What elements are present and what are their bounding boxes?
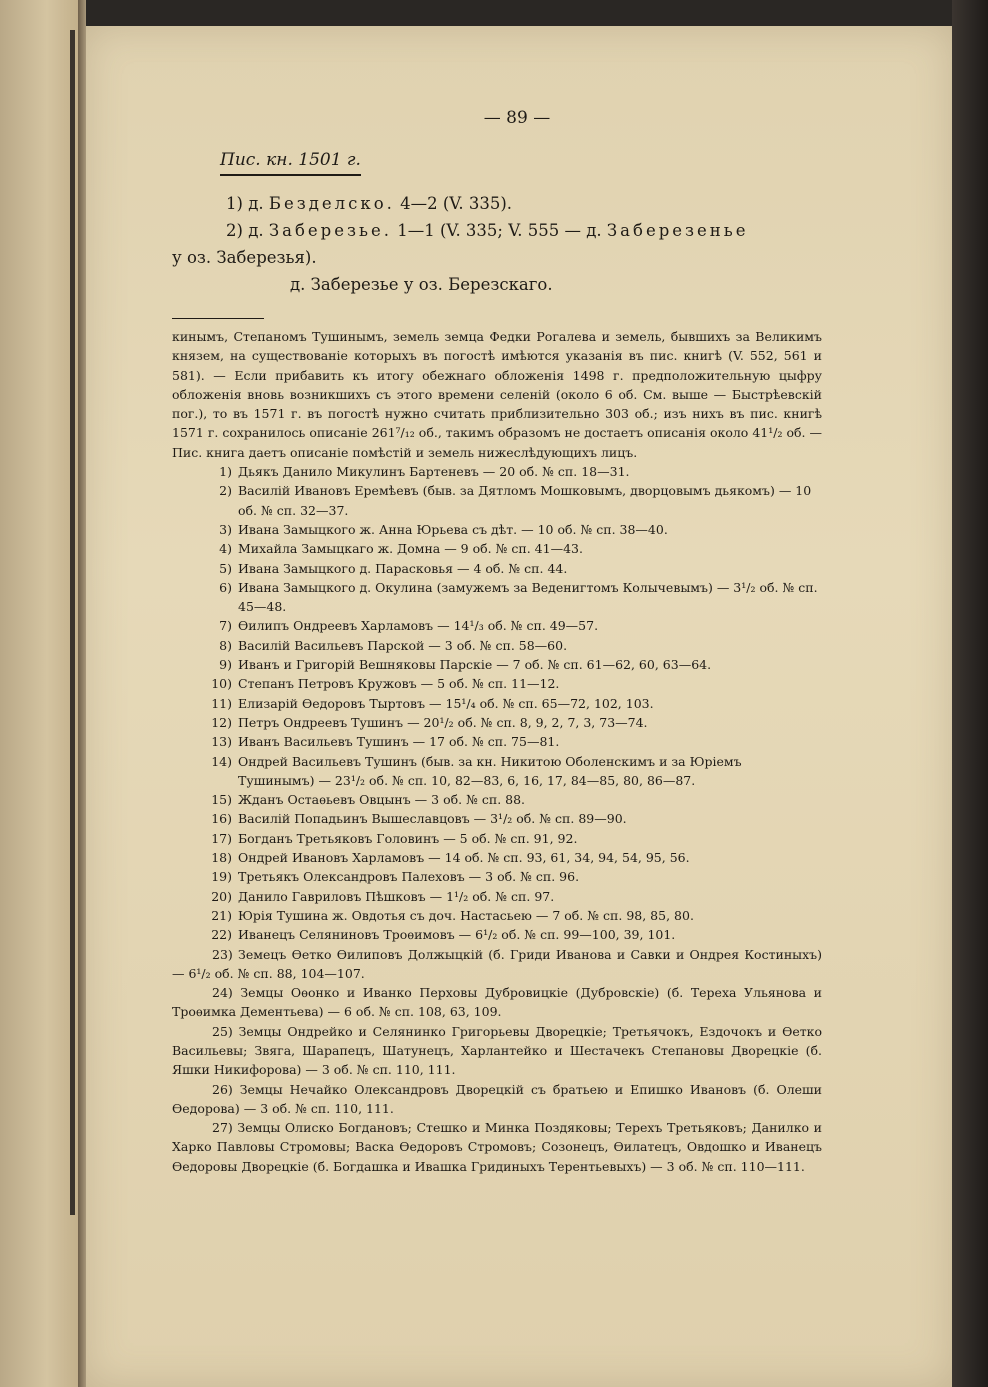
footnote-item-text: Иванъ и Григорій Вешняковы Парскіе — 7 об. № сп. 61—62, 60, 63—64. xyxy=(238,657,712,673)
footnote-item-number: 10) xyxy=(211,676,232,692)
footnote-item xyxy=(172,578,822,617)
footnote-item: 24) Земцы Оѳонко и Иванко Перховы Дубровицкіе (Дубровскіе) (б. Тереха Ульянова и Троѳимка Дементьева) — 6 об. № сп. 108, 63, 109. xyxy=(172,985,822,1020)
footnote-item-text: Третьякъ Олександровъ Палеховъ — 3 об. № сп. 96. xyxy=(238,869,580,885)
footnote-items xyxy=(172,462,822,944)
footnote-item-number: 15) xyxy=(211,792,232,808)
footnote-item: 27) Земцы Олиско Богдановъ; Стешко и Минка Поздяковы; Терехъ Третьяковъ; Данилко и Харко Павловы Стромовы; Васка Ѳедоровъ Стромовъ; Созонецъ, Ѳилатецъ, Овдошко и Иванецъ Ѳедоровы Дворецкіе (б. Богдашка и Ивашка Гридиныхъ Терентьевыхъ) — 3 об. № сп. 110—111. xyxy=(172,1120,822,1174)
footnote-item-number: 21) xyxy=(211,907,232,923)
page-content xyxy=(172,108,822,1176)
footnote-item xyxy=(172,906,822,925)
footnote-divider xyxy=(172,318,264,319)
footnote-item-text: Ивана Замыцкого д. Парасковья — 4 об. № сп. 44. xyxy=(238,560,568,576)
footnote-item-number: 19) xyxy=(211,869,232,885)
book-cover-edge xyxy=(952,0,988,1387)
book-gutter xyxy=(78,0,86,1387)
footnote-item-text: Ѳилипъ Ондреевъ Харламовъ — 14¹/₃ об. № сп. 49—57. xyxy=(238,618,599,634)
footnote-flow-items xyxy=(172,945,822,1177)
footnote-item-number: 1) xyxy=(219,464,232,480)
footnote-item-number: 8) xyxy=(219,637,232,653)
footnote-item xyxy=(172,559,822,578)
footnote-item-number: 7) xyxy=(219,618,232,634)
footnote-item-text: Жданъ Остаѳьевъ Овцынъ — 3 об. № сп. 88. xyxy=(238,792,526,808)
footnote-item-text: Дьякъ Данило Микулинъ Бартеневъ — 20 об. № сп. 18—31. xyxy=(238,464,630,480)
footnote-item xyxy=(172,732,822,751)
footnote-item-text: Богданъ Третьяковъ Головинъ — 5 об. № сп. 91, 92. xyxy=(238,830,578,846)
footnote-item xyxy=(172,694,822,713)
footnote-item xyxy=(172,713,822,732)
footnote-item-number: 4) xyxy=(219,541,232,557)
footnote-intro: кинымъ, Степаномъ Тушинымъ, земель земца Федки Рогалева и земель, бывшихъ за Великимъ князем, на существованіе которыхъ въ погостѣ имѣются указанія въ пис. книгѣ (V. 552, 561 и 581). — Если прибавить къ итогу обежнаго обложенія 1498 г. предположительную цыфру обложенія вновь возникшихъ съ этого времени селеній (около 6 об. См. выше — Быстрѣевскій пог.), то въ 1571 г. въ погостѣ нужно считать приблизительно 303 об.; изъ нихъ въ пис. книгѣ 1571 г. сохранилось описаніе 261⁷/₁₂ об., такимъ образомъ не достаетъ описанія около 41¹/₂ об. — Пис. книга даетъ описаніе помѣстій и земель нижеслѣдующихъ лицъ. xyxy=(172,329,822,460)
footnote-item xyxy=(172,887,822,906)
footnote-item-number: 6) xyxy=(219,579,232,595)
footnote-item-text: Василій Попадьинъ Вышеславцовъ — 3¹/₂ об. № сп. 89—90. xyxy=(238,811,627,827)
footnote-item: 26) Земцы Нечайко Олександровъ Дворецкій съ братьею и Епишко Ивановъ (б. Олеши Ѳедорова) — 3 об. № сп. 110, 111. xyxy=(172,1081,822,1116)
footnote-item-number: 14) xyxy=(211,753,232,769)
settlement-entry: 2) д. Заберезье. 1—1 (V. 335; V. 555 — д. Заберезенье xyxy=(226,221,749,240)
footnote-item xyxy=(172,539,822,558)
footnote-item-number: 16) xyxy=(211,811,232,827)
page-number: — 89 — xyxy=(483,108,551,128)
settlement-entry: 1) д. Безделско. 4—2 (V. 335). xyxy=(226,194,512,213)
footnote-item-number: 11) xyxy=(211,695,232,711)
footnote-item: 25) Земцы Ондрейко и Селянинко Григорьевы Дворецкіе; Третьячокъ, Ездочокъ и Ѳетко Васильевы; Звяга, Шарапецъ, Шатунецъ, Харлантейко и Шестачекъ Степановы Дворецкіе (б. Яшки Никифорова) — 3 об. № сп. 110, 111. xyxy=(172,1023,822,1078)
footnote-item-number: 9) xyxy=(219,657,232,673)
footnote-item xyxy=(172,809,822,828)
footnote-item xyxy=(172,829,822,848)
footnote-item xyxy=(172,790,822,809)
footnote-item-text: Ондрей Васильевъ Тушинъ (быв. за кн. Никитою Оболенскимъ и за Юріемъ Тушинымъ) — 23¹/₂ об. № сп. 10, 82—83, 6, 16, 17, 84—85, 80, 86—87. xyxy=(238,753,742,788)
footnote-item-text: Ондрей Ивановъ Харламовъ — 14 об. № сп. 93, 61, 34, 94, 54, 95, 56. xyxy=(238,850,690,866)
footnote-item: 23) Земецъ Ѳетко Ѳилиповъ Должыцкій (б. Гриди Иванова и Савки и Ондрея Костиныхъ) — 6¹/₂ об. № сп. 88, 104—107. xyxy=(172,946,822,981)
footnote-item-text: Петръ Ондреевъ Тушинъ — 20¹/₂ об. № сп. 8, 9, 2, 7, 3, 73—74. xyxy=(238,714,648,730)
footnote-item-number: 12) xyxy=(211,714,232,730)
footnote-item xyxy=(172,674,822,693)
left-page-edge xyxy=(0,0,78,1387)
footnote-item xyxy=(172,867,822,886)
footnote-item-text: Елизарій Ѳедоровъ Тыртовъ — 15¹/₄ об. № сп. 65—72, 102, 103. xyxy=(238,695,654,711)
footnote-item-number: 5) xyxy=(219,560,232,576)
footnote-item-text: Иванъ Васильевъ Тушинъ — 17 об. № сп. 75—81. xyxy=(238,734,560,750)
footnote-item xyxy=(172,520,822,539)
footnote-item-number: 3) xyxy=(219,521,232,537)
footnote-item xyxy=(172,655,822,674)
footnote-item-number: 20) xyxy=(211,888,232,904)
footnote-item xyxy=(172,925,822,944)
settlement-entry-continuation: у оз. Заберезья). xyxy=(172,248,317,267)
footnote-item-text: Ивана Замыцкого д. Окулина (замужемъ за Веденигтомъ Колычевымъ) — 3¹/₂ об. № сп. 45—48. xyxy=(238,579,818,615)
footnote-item-text: Василій Васильевъ Парской — 3 об. № сп. 58—60. xyxy=(238,637,568,653)
footnote xyxy=(172,327,822,1176)
footnote-item-number: 17) xyxy=(211,830,232,846)
footnote-item-text: Ивана Замыцкого ж. Анна Юрьева съ дѣт. — 10 об. № сп. 38—40. xyxy=(238,521,668,537)
footnote-item xyxy=(172,481,822,520)
settlement-entry-variant: д. Заберезье у оз. Березскаго. xyxy=(290,275,553,294)
footnote-item xyxy=(172,462,822,481)
footnote-item-text: Данило Гавриловъ Пѣшковъ — 1¹/₂ об. № сп. 97. xyxy=(238,888,555,904)
footnote-item xyxy=(172,752,822,791)
footnote-item xyxy=(172,848,822,867)
footnote-item-text: Степанъ Петровъ Кружовъ — 5 об. № сп. 11—12. xyxy=(238,676,560,692)
footnote-item-number: 18) xyxy=(211,850,232,866)
section-title: Пис. кн. 1501 г. xyxy=(220,150,361,176)
footnote-item-text: Юрія Тушина ж. Овдотья съ доч. Настасьею — 7 об. № сп. 98, 85, 80. xyxy=(238,907,694,923)
footnote-item-text: Михайла Замыцкаго ж. Домна — 9 об. № сп. 41—43. xyxy=(238,541,583,557)
footnote-item-text: Василій Ивановъ Еремѣевъ (быв. за Дятломъ Мошковымъ, дворцовымъ дьякомъ) — 10 об. № сп. 32—37. xyxy=(238,483,812,518)
footnote-item-number: 13) xyxy=(211,734,232,750)
footnote-item-number: 2) xyxy=(219,483,232,499)
footnote-item-number: 22) xyxy=(211,927,232,943)
settlement-list xyxy=(172,190,822,298)
footnote-item-text: Иванецъ Селяниновъ Троѳимовъ — 6¹/₂ об. № сп. 99—100, 39, 101. xyxy=(238,927,676,943)
left-page-rule xyxy=(70,30,75,1215)
footnote-item xyxy=(172,616,822,635)
footnote-item xyxy=(172,636,822,655)
